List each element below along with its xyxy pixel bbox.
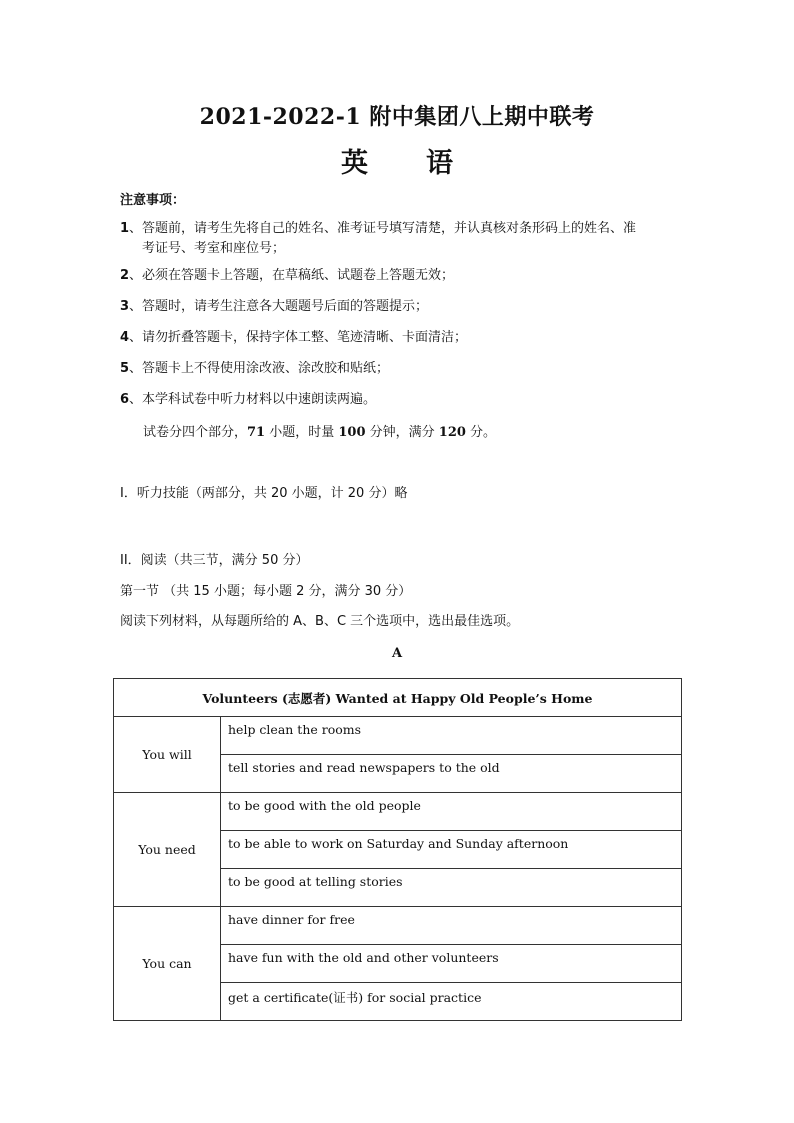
table-cell: to be good at telling stories bbox=[221, 869, 682, 907]
note-number: 4 bbox=[120, 330, 130, 345]
group-label: You need bbox=[114, 793, 221, 907]
section-listening: I．听力技能（两部分，共 20 小题，计 20 分）略 bbox=[120, 486, 408, 501]
note-item bbox=[120, 297, 680, 317]
note-item bbox=[120, 328, 680, 348]
reading-instruction: 阅读下列材料，从每题所给的 A、B、C 三个选项中，选出最佳选项。 bbox=[120, 614, 520, 629]
note-item bbox=[120, 266, 680, 286]
summary-text: 分。 bbox=[465, 425, 497, 440]
note-item bbox=[120, 390, 680, 410]
section-part1: 第一节 （共 15 小题；每小题 2 分，满分 30 分） bbox=[120, 584, 412, 599]
table-title-row bbox=[114, 679, 682, 717]
table-cell: help clean the rooms bbox=[221, 717, 682, 755]
table-row bbox=[114, 907, 682, 945]
group-label: You can bbox=[114, 907, 221, 1021]
table-row bbox=[114, 717, 682, 755]
note-number: 5 bbox=[120, 361, 130, 376]
note-item bbox=[120, 219, 680, 259]
note-text: 、请勿折叠答题卡，保持字体工整、笔迹清晰、卡面清洁； bbox=[129, 330, 468, 345]
summary-text: 小题，时量 bbox=[265, 425, 339, 440]
summary-text: 试卷分四个部分， bbox=[143, 425, 248, 440]
note-number: 6 bbox=[120, 392, 130, 407]
table-cell: have dinner for free bbox=[221, 907, 682, 945]
note-text: 、答题卡上不得使用涂改液、涂改胶和贴纸； bbox=[129, 361, 390, 376]
note-text: 、答题前，请考生先将自己的姓名、准考证号填写清楚，并认真核对条形码上的姓名、准 bbox=[129, 221, 637, 236]
summary-text: 分钟，满分 bbox=[365, 425, 439, 440]
table-cell: have fun with the old and other volunteers bbox=[221, 945, 682, 983]
table-cell: to be able to work on Saturday and Sunday afternoon bbox=[221, 831, 682, 869]
note-number: 3 bbox=[120, 299, 130, 314]
total-score: 120 bbox=[438, 425, 466, 440]
note-item bbox=[120, 359, 680, 379]
note-text: 、本学科试卷中听力材料以中速朗读两遍。 bbox=[129, 392, 377, 407]
subject-char-1: 英 bbox=[341, 148, 368, 179]
exam-title: 2021-2022-1 附中集团八上期中联考 bbox=[199, 104, 595, 130]
subject-title bbox=[0, 141, 794, 180]
section-reading: II．阅读（共三节，满分 50 分） bbox=[120, 553, 309, 568]
table-row bbox=[114, 793, 682, 831]
table-cell: tell stories and read newspapers to the old bbox=[221, 755, 682, 793]
passage-letter: A bbox=[391, 646, 403, 661]
table-cell: get a certificate(证书) for social practice bbox=[221, 983, 682, 1021]
exam-summary bbox=[143, 421, 496, 440]
note-text: 、必须在答题卡上答题，在草稿纸、试题卷上答题无效； bbox=[129, 268, 455, 283]
note-text-continued: 考证号、考室和座位号； bbox=[142, 241, 286, 256]
note-number: 2 bbox=[120, 268, 130, 283]
time-limit: 100 bbox=[338, 425, 366, 440]
group-label: You will bbox=[114, 717, 221, 793]
table-cell: to be good with the old people bbox=[221, 793, 682, 831]
notes-heading: 注意事项： bbox=[120, 193, 186, 208]
question-count: 71 bbox=[247, 425, 266, 440]
volunteer-table bbox=[113, 678, 682, 1021]
table-title: Volunteers (志愿者) Wanted at Happy Old People’s Home bbox=[114, 679, 682, 717]
note-number: 1 bbox=[120, 221, 130, 236]
note-text: 、答题时，请考生注意各大题题号后面的答题提示； bbox=[129, 299, 429, 314]
subject-char-2: 语 bbox=[426, 148, 453, 179]
